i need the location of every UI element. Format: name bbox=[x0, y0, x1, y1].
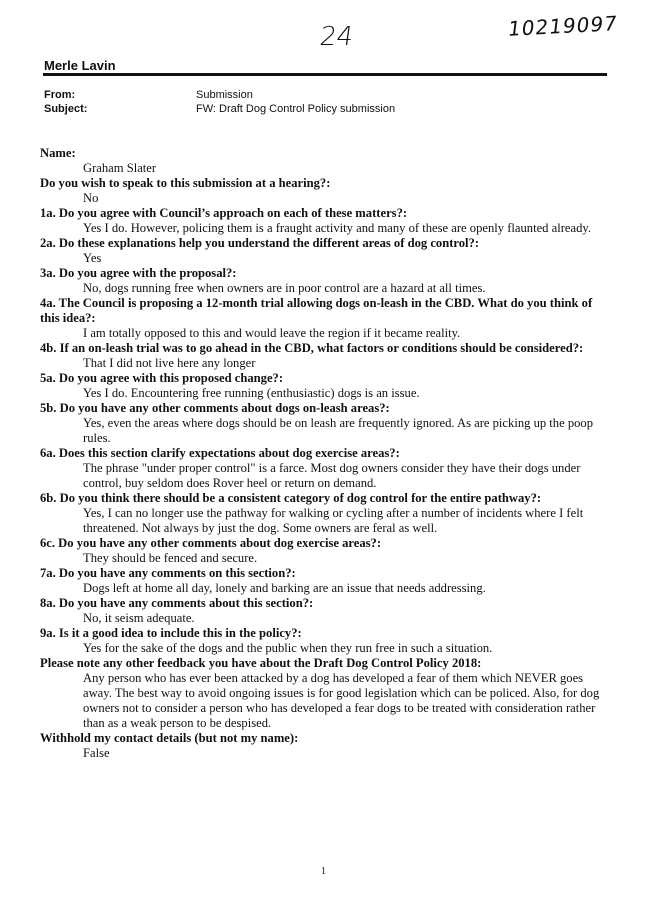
submission-body bbox=[40, 146, 608, 761]
answer-8a: No, it seism adequate. bbox=[83, 611, 195, 625]
header-divider bbox=[43, 73, 607, 76]
answer-4a: I am totally opposed to this and would leave the region if it became reality. bbox=[83, 326, 461, 340]
from-value: Submission bbox=[196, 89, 253, 101]
question-5a: 5a. Do you agree with this proposed change?: bbox=[40, 371, 284, 385]
answer-2a: Yes bbox=[83, 251, 102, 265]
question-name: Name: bbox=[40, 146, 76, 160]
question-4a: 4a. The Council is proposing a 12-month trial allowing dogs on-leash in the CBD. What do you think of this idea?: bbox=[40, 296, 593, 325]
answer-name: Graham Slater bbox=[83, 161, 157, 175]
handwritten-reference-number: 10219097 bbox=[506, 11, 620, 41]
question-4b: 4b. If an on-leash trial was to go ahead in the CBD, what factors or conditions should be considered?: bbox=[40, 341, 584, 355]
question-3a: 3a. Do you agree with the proposal?: bbox=[40, 266, 237, 280]
answer-7a: Dogs left at home all day, lonely and barking are an issue that needs addressing. bbox=[83, 581, 486, 595]
page-number: 1 bbox=[321, 866, 326, 877]
answer-hearing: No bbox=[83, 191, 99, 205]
answer-6c: They should be fenced and secure. bbox=[83, 551, 258, 565]
answer-5b: Yes, even the areas where dogs should be on leash are frequently ignored. As are picking up the poop rules. bbox=[83, 416, 594, 445]
question-withhold-details: Withhold my contact details (but not my name): bbox=[40, 731, 299, 745]
subject-label: Subject: bbox=[44, 103, 88, 115]
answer-1a: Yes I do. However, policing them is a fraught activity and many of these are openly flaunted already. bbox=[83, 221, 591, 235]
answer-other-feedback: Any person who has ever been attacked by a dog has developed a fear of them which NEVER goes away. The best way to avoid ongoing issues is for good legislation which can be policed. Also, for dog owners not to consider a person who has developed a fear dogs to be treated with consideration rather than as a weak person to be despised. bbox=[83, 671, 600, 730]
question-6a: 6a. Does this section clarify expectations about dog exercise areas?: bbox=[40, 446, 400, 460]
answer-4b: That I did not live here any longer bbox=[83, 356, 256, 370]
question-other-feedback: Please note any other feedback you have about the Draft Dog Control Policy 2018: bbox=[40, 656, 482, 670]
answer-6b: Yes, I can no longer use the pathway for walking or cycling after a number of incidents where I felt threatened. Not always by just the dog. Some owners are feral as well. bbox=[83, 506, 584, 535]
answer-6a: The phrase "under proper control" is a farce. Most dog owners consider they have their dogs under control, buy seldom does Rover heel or return on demand. bbox=[83, 461, 581, 490]
question-6c: 6c. Do you have any other comments about dog exercise areas?: bbox=[40, 536, 382, 550]
question-5b: 5b. Do you have any other comments about dogs on-leash areas?: bbox=[40, 401, 390, 415]
question-6b: 6b. Do you think there should be a consistent category of dog control for the entire pathway?: bbox=[40, 491, 542, 505]
question-8a: 8a. Do you have any comments about this section?: bbox=[40, 596, 314, 610]
sender-name: Merle Lavin bbox=[44, 58, 116, 73]
answer-withhold-details: False bbox=[83, 746, 110, 760]
answer-5a: Yes I do. Encountering free running (enthusiastic) dogs is an issue. bbox=[83, 386, 420, 400]
question-7a: 7a. Do you have any comments on this section?: bbox=[40, 566, 296, 580]
question-2a: 2a. Do these explanations help you understand the different areas of dog control?: bbox=[40, 236, 480, 250]
from-label: From: bbox=[44, 89, 76, 101]
question-9a: 9a. Is it a good idea to include this in the policy?: bbox=[40, 626, 302, 640]
answer-9a: Yes for the sake of the dogs and the public when they run free in such a situation. bbox=[83, 641, 493, 655]
subject-value: FW: Draft Dog Control Policy submission bbox=[196, 103, 396, 115]
handwritten-submission-number: 24 bbox=[317, 22, 356, 52]
question-1a: 1a. Do you agree with Council’s approach on each of these matters?: bbox=[40, 206, 408, 220]
question-hearing: Do you wish to speak to this submission at a hearing?: bbox=[40, 176, 331, 190]
answer-3a: No, dogs running free when owners are in poor control are a hazard at all times. bbox=[83, 281, 486, 295]
